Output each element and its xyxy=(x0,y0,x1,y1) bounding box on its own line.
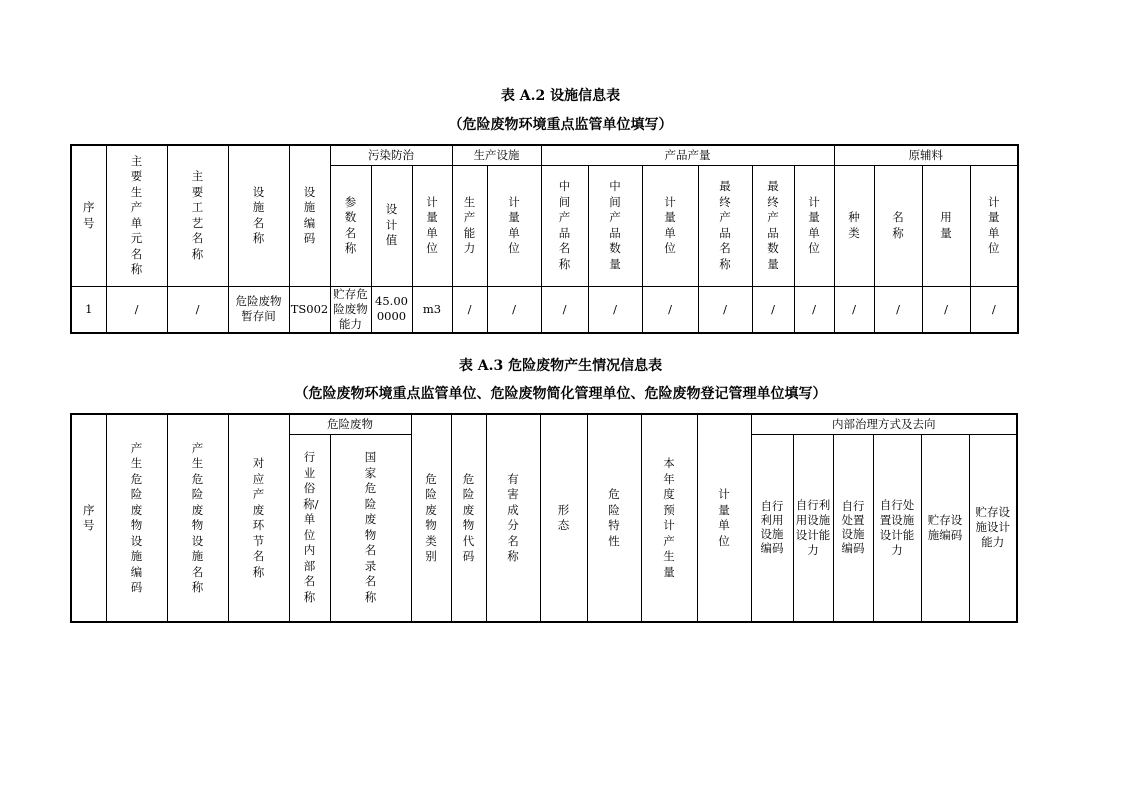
cell-unit5: / xyxy=(970,286,1018,333)
header-design-value: 设计值 xyxy=(371,165,412,286)
cell-unit-name: / xyxy=(106,286,167,333)
cell-unit2: / xyxy=(487,286,541,333)
header-unit: 计量单位 xyxy=(697,414,751,622)
table-a3-title: 表 A.3 危险废物产生情况信息表 xyxy=(458,358,663,374)
header-mid-qty: 中间产品数量 xyxy=(588,165,642,286)
header-final-qty: 最终产品数量 xyxy=(752,165,794,286)
header-unit-name: 主要生产单元名称 xyxy=(106,145,167,286)
header-process: 主要工艺名称 xyxy=(167,145,228,286)
cell-design-value: 45.000000 xyxy=(371,286,412,333)
cell-unit3: / xyxy=(642,286,698,333)
header-unit5: 计量单位 xyxy=(970,165,1018,286)
header-self-use-code: 自行利用设施编码 xyxy=(751,434,793,622)
header-unit3: 计量单位 xyxy=(642,165,698,286)
cell-unit1: m3 xyxy=(412,286,452,333)
cell-name: / xyxy=(874,286,922,333)
header-unit4: 计量单位 xyxy=(794,165,834,286)
cell-kind: / xyxy=(834,286,874,333)
cell-amount: / xyxy=(922,286,970,333)
cell-mid-name: / xyxy=(541,286,588,333)
cell-final-qty: / xyxy=(752,286,794,333)
header-fac-name: 产生危险废物设施名称 xyxy=(167,414,228,622)
group-product: 产品产量 xyxy=(541,145,834,165)
cell-facility-name: 危险废物暂存间 xyxy=(228,286,289,333)
header-self-disp-cap: 自行处置设施设计能力 xyxy=(873,434,921,622)
header-industry-name: 行业俗称/单位内部名称 xyxy=(289,434,330,622)
header-self-use-cap: 自行利用设施设计能力 xyxy=(793,434,833,622)
header-final-name: 最终产品名称 xyxy=(698,165,752,286)
header-unit2: 计量单位 xyxy=(487,165,541,286)
header-seq: 序号 xyxy=(71,145,106,286)
group-production: 生产设施 xyxy=(452,145,541,165)
header-category: 危险废物类别 xyxy=(411,414,451,622)
header-mid-name: 中间产品名称 xyxy=(541,165,588,286)
header-kind: 种类 xyxy=(834,165,874,286)
table-a3-subtitle: （危险废物环境重点监管单位、危险废物简化管理单位、危险废物登记管理单位填写） xyxy=(294,386,827,402)
cell-facility-code: TS002 xyxy=(289,286,330,333)
cell-param-name: 贮存危险废物能力 xyxy=(330,286,371,333)
header-facility-code: 设施编码 xyxy=(289,145,330,286)
header-annual: 本年度预计产生量 xyxy=(641,414,697,622)
cell-final-name: / xyxy=(698,286,752,333)
table-a2 xyxy=(70,144,1019,334)
cell-seq: 1 xyxy=(71,286,106,333)
header-self-disp-code: 自行处置设施编码 xyxy=(833,434,873,622)
header-amount: 用量 xyxy=(922,165,970,286)
header-property: 危险特性 xyxy=(587,414,641,622)
header-param-name: 参数名称 xyxy=(330,165,371,286)
group-internal: 内部治理方式及去向 xyxy=(751,414,1017,434)
header-harmful: 有害成分名称 xyxy=(486,414,540,622)
cell-unit4: / xyxy=(794,286,834,333)
header-name: 名称 xyxy=(874,165,922,286)
header-facility-name: 设施名称 xyxy=(228,145,289,286)
group-pollution: 污染防治 xyxy=(330,145,452,165)
table-a2-subtitle: （危险废物环境重点监管单位填写） xyxy=(448,117,673,133)
header-code: 危险废物代码 xyxy=(451,414,486,622)
header-national-name: 国家危险废物名录名称 xyxy=(330,434,411,622)
header-store-code: 贮存设施编码 xyxy=(921,434,969,622)
header-fac-code: 产生危险废物设施编码 xyxy=(106,414,167,622)
group-waste: 危险废物 xyxy=(289,414,411,434)
header-unit1: 计量单位 xyxy=(412,165,452,286)
table-a3 xyxy=(70,413,1018,623)
header-capacity: 生产能力 xyxy=(452,165,487,286)
table-row xyxy=(71,286,1018,333)
header-store-cap: 贮存设施设计能力 xyxy=(969,434,1017,622)
cell-mid-qty: / xyxy=(588,286,642,333)
cell-process: / xyxy=(167,286,228,333)
header-seq: 序号 xyxy=(71,414,106,622)
group-raw: 原辅料 xyxy=(834,145,1018,165)
table-a2-title: 表 A.2 设施信息表 xyxy=(500,88,621,104)
cell-capacity: / xyxy=(452,286,487,333)
header-step: 对应产废环节名称 xyxy=(228,414,289,622)
header-form: 形态 xyxy=(540,414,587,622)
